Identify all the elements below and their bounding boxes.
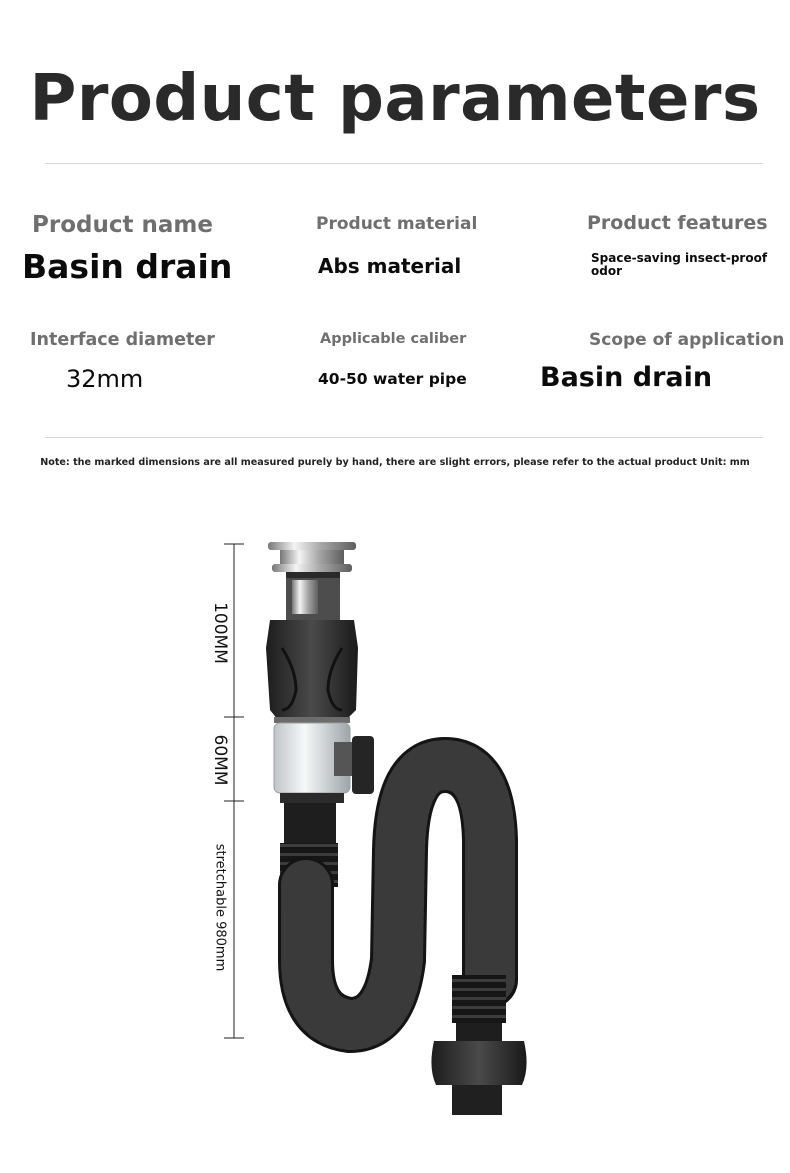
param-label-scope-of-application: Scope of application (589, 330, 785, 350)
param-value-product-material: Abs material (318, 254, 462, 278)
product-illustration (0, 520, 790, 1120)
param-value-product-features: Space-saving insect-proof odor (591, 251, 768, 278)
dimension-line (224, 544, 244, 1038)
divider-bottom (45, 437, 763, 438)
param-label-product-features: Product features (587, 212, 768, 234)
param-value-product-name: Basin drain (22, 247, 233, 286)
param-value-applicable-caliber: 40-50 water pipe (318, 370, 467, 388)
chrome-cap (268, 542, 356, 620)
page-title: Product parameters (29, 62, 761, 136)
dimension-label-hose: stretchable 980mm (212, 843, 228, 972)
param-value-interface-diameter: 32mm (66, 365, 144, 393)
param-value-scope-of-application: Basin drain (540, 362, 713, 393)
param-label-product-name: Product name (32, 212, 213, 238)
param-label-interface-diameter: Interface diameter (30, 330, 215, 350)
divider-top (45, 163, 763, 164)
param-label-applicable-caliber: Applicable caliber (320, 331, 467, 347)
param-label-product-material: Product material (316, 214, 478, 234)
measurement-note: Note: the marked dimensions are all measured purely by hand, there are slight errors, please refer to the actual product Unit: mm (40, 457, 750, 468)
clear-trap (274, 723, 374, 803)
dimension-label-top: 100MM (210, 602, 230, 664)
dimension-label-middle: 60MM (210, 734, 230, 786)
drain-body (266, 620, 358, 723)
